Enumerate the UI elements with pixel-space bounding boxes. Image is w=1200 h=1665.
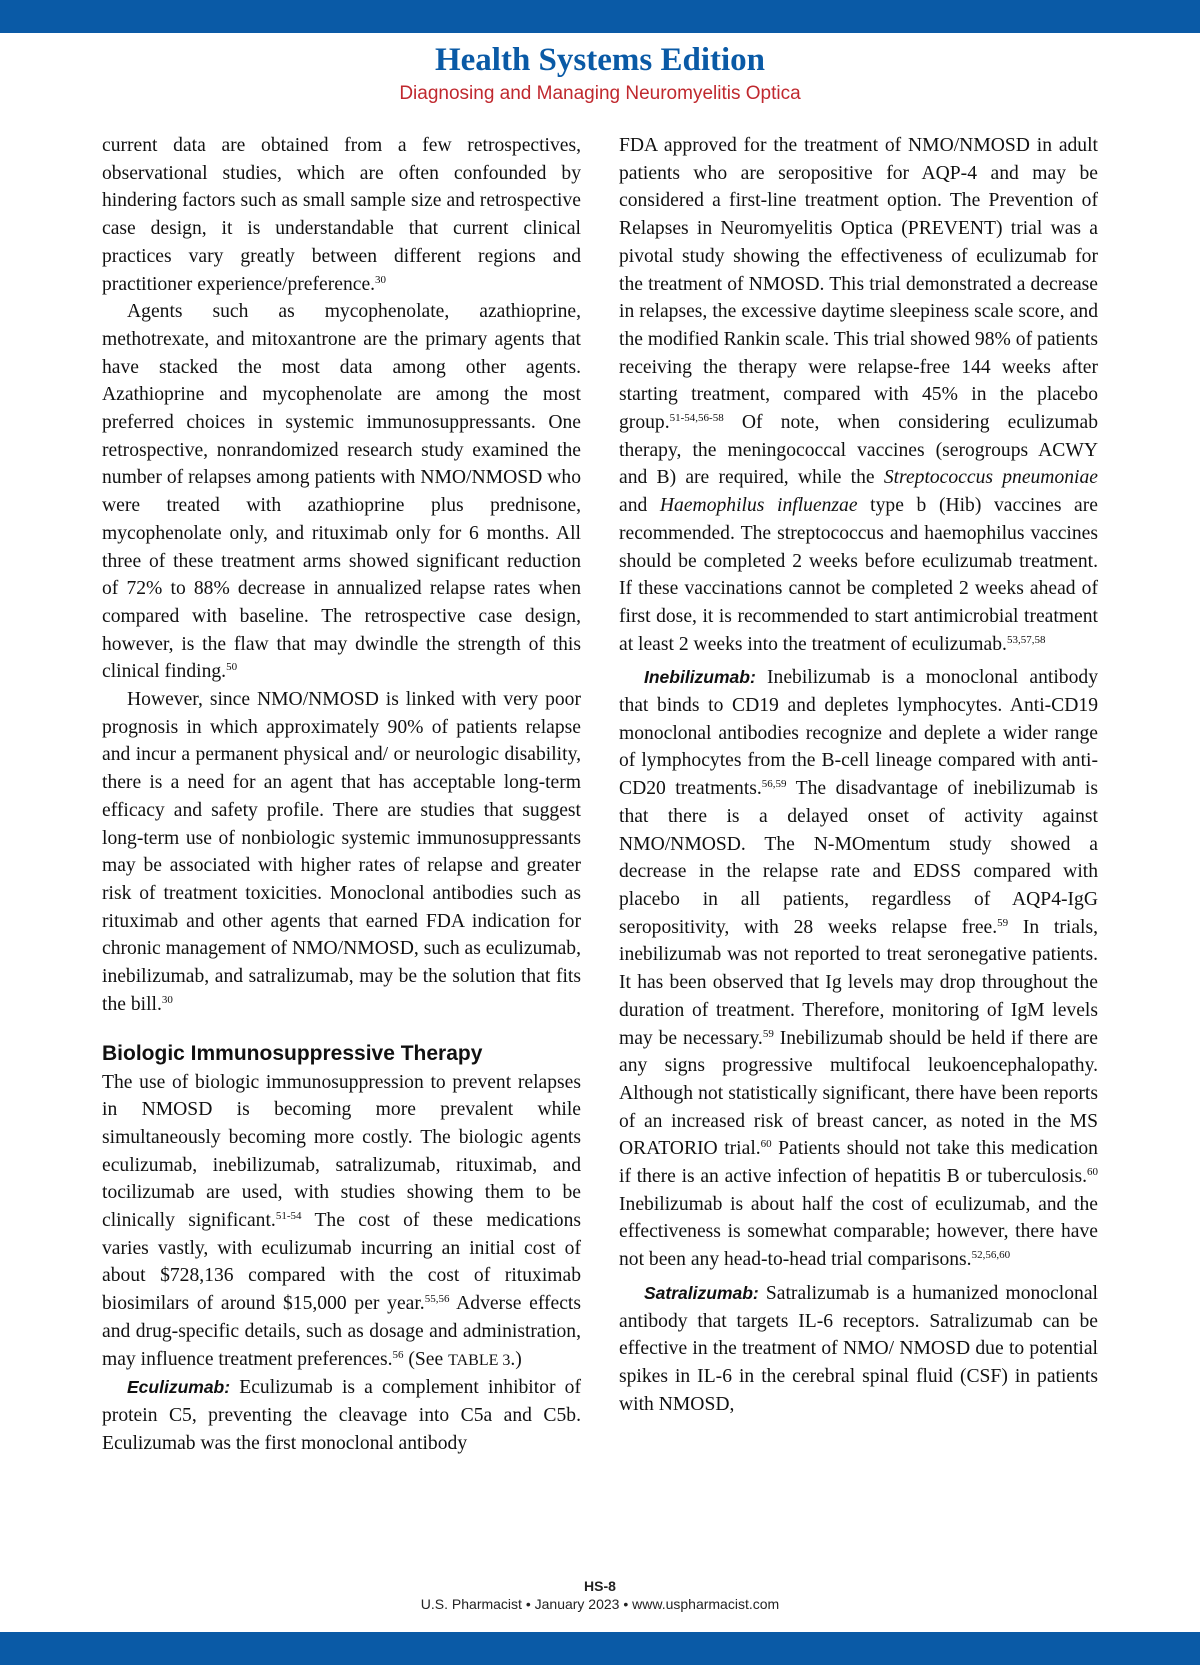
run-in-heading: Satralizumab: bbox=[644, 1282, 759, 1303]
paragraph: Inebilizumab: Inebilizumab is a monoclonal antibody that binds to CD19 and depletes lymphocytes. Anti-CD19 monoclonal antibodies recognize and deplete a wider range of lymphocytes from the B-cell lineage compared with anti-CD20 treatments.$^{56,59}$ The disadvantage of inebilizumab is that there is a delayed onset of activity against NMO/NMOSD. The N-MOmentum study showed a decrease in the relapse rate and EDSS compared with placebo in all patients, regardless of AQP4-IgG seropositivity, with 28 weeks relapse free.$^{59}$ In trials, inebilizumab was not reported to treat seronegative patients. It has been observed that Ig levels may drop throughout the duration of treatment. Therefore, monitoring of IgM levels may be necessary.$^{59}$ Inebilizumab should be held if there are any signs progressive multifocal leukoencephalopathy. Although not statistically significant, there have been reports of an increased risk of breast cancer, as noted in the MS ORATORIO trial.$^{60}$ Patients should not take this medication if there is an active infection of hepatitis B or tuberculosis.$^{60}$ Inebilizumab is about half the cost of eculizumab, and the effectiveness is somewhat comparable; however, there have not been any head-to-head trial comparisons.$^{52,56,60}$ bbox=[619, 667, 1098, 1271]
table-reference: TABLE 3 bbox=[448, 1351, 511, 1369]
reference: 56 bbox=[392, 1348, 404, 1361]
publication-info: U.S. Pharmacist • January 2023 • www.uspharmacist.com bbox=[420, 1596, 780, 1612]
reference: 55,56 bbox=[424, 1293, 450, 1306]
reference: 30 bbox=[161, 993, 173, 1006]
reference: 53,57,58 bbox=[1006, 633, 1046, 646]
reference: 59 bbox=[997, 916, 1009, 929]
reference: 60 bbox=[760, 1138, 772, 1151]
paragraph: current data are obtained from a few retrospectives, observational studies, which are often confounded by hindering factors such as small sample size and retrospective case design, it is understandable that current clinical practices vary greatly between different regions and practitioner experience/preference.$^{30}$ bbox=[102, 135, 581, 295]
page-footer bbox=[0, 1577, 1200, 1614]
edition-title: Health Systems Edition bbox=[434, 42, 766, 78]
run-in-heading: Inebilizumab: bbox=[644, 667, 756, 688]
reference: 51-54 bbox=[275, 1210, 302, 1223]
paragraph: Eculizumab: Eculizumab is a complement inhibitor of protein C5, preventing the cleavage into C5a and C5b. Eculizumab was the first monoclonal antibody bbox=[102, 1377, 581, 1454]
reference: 52,56,60 bbox=[971, 1249, 1011, 1262]
reference: 30 bbox=[375, 273, 387, 286]
bottom-color-band bbox=[0, 1632, 1200, 1665]
paragraph: FDA approved for the treatment of NMO/NMOSD in adult patients who are seropositive for AQP-4 and may be considered a first-line treatment option. The Prevention of Relapses in Neuromyelitis Optica (PREVENT) trial was a pivotal study showing the effectiveness of eculizumab for the treatment of NMOSD. This trial demonstrated a decrease in relapses, the excessive daytime sleepiness scale score, and the modified Rankin scale. This trial showed 98% of patients receiving the therapy were relapse-free 144 weeks after starting treatment, compared with 45% in the placebo group.$^{51-54,56-58}$ Of note, when considering eculizumab therapy, the meningococcal vaccines (serogroups ACWY and B) are required, while the Streptococcus pneumoniae and Haemophilus influenzae type b (Hib) vaccines are recommended. The streptococcus and haemophilus vaccines should be completed 2 weeks before eculizumab treatment. If these vaccinations cannot be completed 2 weeks ahead of first dose, it is recommended to start antimicrobial treatment at least 2 weeks into the treatment of eculizumab.$^{53,57,58}$ bbox=[619, 135, 1098, 655]
reference: 60 bbox=[1087, 1166, 1098, 1179]
top-color-band bbox=[0, 0, 1200, 33]
right-column bbox=[619, 132, 1098, 1418]
paragraph: However, since NMO/NMOSD is linked with very poor prognosis in which approximately 90% of patients relapse and incur a permanent physical and/ or neurologic disability, there is a need for an agent that has acceptable long-term efficacy and safety profile. There are studies that suggest long-term use of nonbiologic systemic immunosuppressants may be associated with higher rates of relapse and greater risk of treatment toxicities. Monoclonal antibodies such as rituximab and other agents that earned FDA indication for chronic management of NMO/NMOSD, such as eculizumab, inebilizumab, and satralizumab, may be the solution that fits the bill.$^{30}$ bbox=[102, 689, 581, 1015]
run-in-heading: Eculizumab: bbox=[127, 1377, 231, 1398]
section-heading: Biologic Immunosuppressive Therapy bbox=[102, 1041, 483, 1065]
paragraph: Agents such as mycophenolate, azathioprine, methotrexate, and mitoxantrone are the primary agents that have stacked the most data among other agents. Azathioprine and mycophenolate are among the most preferred choices in systemic immunosuppressants. One retrospective, nonrandomized research study examined the number of relapses among patients with NMO/NMOSD who were treated with azathioprine plus prednisone, mycophenolate only, and rituximab only for 6 months. All three of these treatment arms showed significant reduction of 72% to 88% decrease in annualized relapse rates when compared with baseline. The retrospective case design, however, is the flaw that may dwindle the strength of this clinical finding.$^{50}$ bbox=[102, 301, 581, 683]
left-column bbox=[102, 132, 581, 1457]
paragraph: Satralizumab: Satralizumab is a humanized monoclonal antibody that targets IL-6 receptors. Satralizumab can be effective in the treatment of NMO/ NMOSD due to potential spikes in IL-6 in the cerebral spinal fluid (CSF) in patients with NMOSD, bbox=[619, 1282, 1098, 1415]
page-header bbox=[0, 40, 1200, 106]
article-subtitle: Diagnosing and Managing Neuromyelitis Optica bbox=[399, 83, 801, 104]
reference: 50 bbox=[226, 661, 238, 674]
paragraph: The use of biologic immunosuppression to prevent relapses in NMOSD is becoming more prevalent while simultaneously becoming more costly. The biologic agents eculizumab, inebilizumab, satralizumab, rituximab, and tocilizumab are used, with studies showing them to be clinically significant.$^{51-54}$ The cost of these medications varies vastly, with eculizumab incurring an initial cost of about $728,136 compared with the cost of rituximab biosimilars of around $15,000 per year.$^{55,56}$ Adverse effects and drug-specific details, such as dosage and administration, may influence treatment preferences.$^{56}$ (See TABLE 3.) bbox=[102, 1071, 581, 1370]
reference: 59 bbox=[762, 1027, 774, 1040]
reference: 56,59 bbox=[761, 778, 787, 791]
reference: 51-54,56-58 bbox=[669, 412, 724, 425]
page-number: HS-8 bbox=[584, 1578, 616, 1594]
